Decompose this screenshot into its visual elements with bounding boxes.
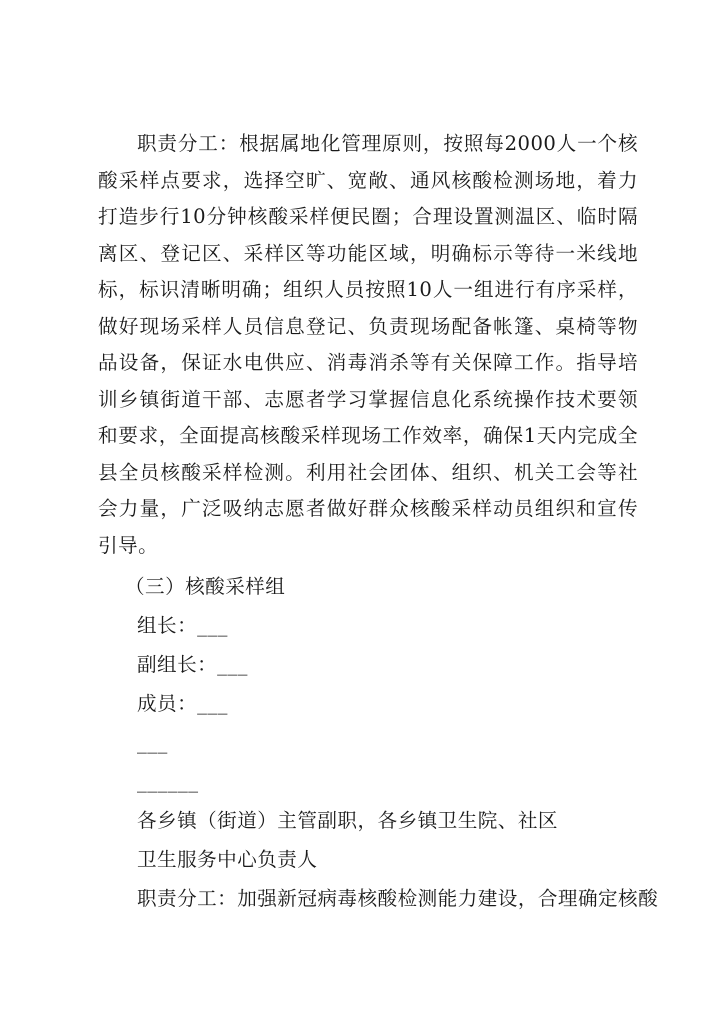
blank-line-long: ______ [137,770,199,793]
responsibility-paragraph: 职责分工：根据属地化管理原则，按照每2000人一个核酸采样点要求，选择空旷、宽敞、通风核酸检测场地，着力打造步行10分钟核酸采样便民圈；合理设置测温区、临时隔离区、登记区、采样区等功能区域，明确标示等待一米线地标，标识清晰明确；组织人员按照10人一组进行有序采样，做好现场采样人员信息登记、负责现场配备帐篷、桌椅等物品设备，保证水电供应、消毒消杀等有关保障工作。指导培训乡镇街道干部、志愿者学习掌握信息化系统操作技术要领和要求，全面提高核酸采样现场工作效率，确保1天内完成全县全员核酸采样检测。利用社会团体、组织、机关工会等社会力量，广泛吸纳志愿者做好群众核酸采样动员组织和宣传引导。 [98,132,638,557]
members-line: 成员：___ [137,692,228,715]
units-line-2: 卫生服务中心负责人 [137,848,318,871]
deputy-leader-line: 副组长：___ [137,653,248,676]
document-body [98,126,659,918]
units-line-1: 各乡镇（街道）主管副职，各乡镇卫生院、社区 [137,809,558,832]
responsibility-paragraph-2-start: 职责分工：加强新冠病毒核酸检测能力建设，合理确定核酸 [137,887,659,910]
leader-line: 组长：___ [137,614,228,637]
blank-line-short: ___ [137,731,168,754]
section-heading: （三）核酸采样组 [125,575,286,598]
